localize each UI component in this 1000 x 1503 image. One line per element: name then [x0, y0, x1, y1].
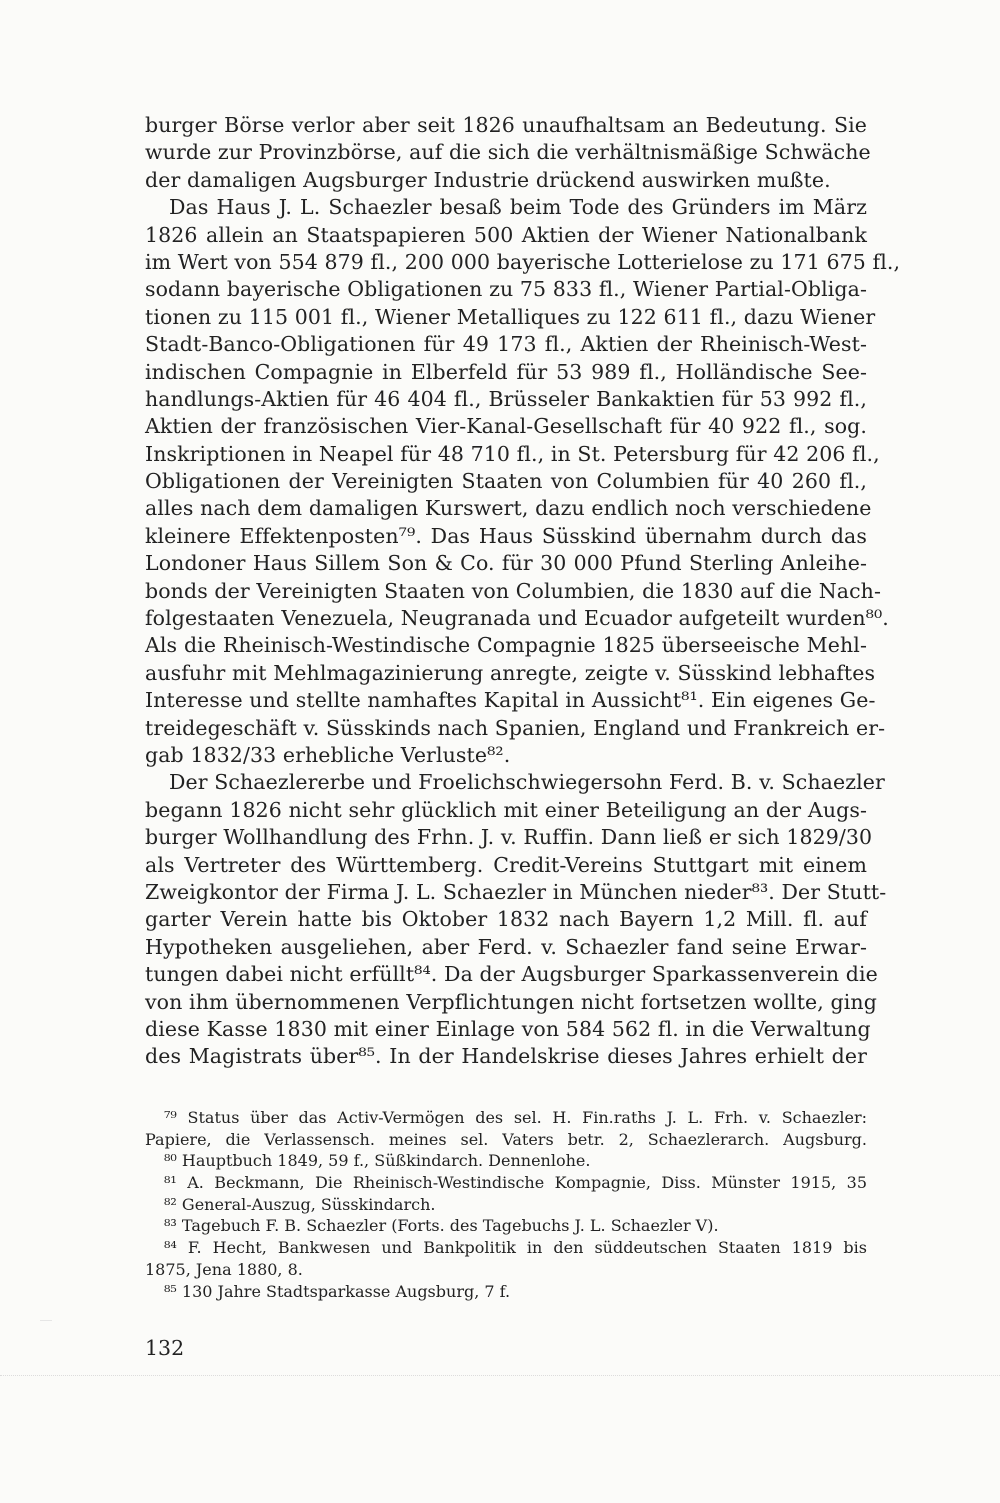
body-line: sodann bayerische Obligationen zu 75 833 fl., Wiener Partial-Obliga- — [145, 277, 867, 302]
body-line: burger Börse verlor aber seit 1826 unaufhaltsam an Bedeutung. Sie — [145, 113, 867, 137]
footnote-81: ⁸¹ A. Beckmann, Die Rheinisch-Westindische Kompagnie, Diss. Münster 1915, 35 — [164, 1173, 867, 1193]
body-line: bonds der Vereinigten Staaten von Columbien, die 1830 auf die Nach- — [145, 578, 881, 603]
body-text — [145, 112, 901, 1071]
body-line: im Wert von 554 879 fl., 200 000 bayerische Lotterielose zu 171 675 fl., — [145, 249, 901, 274]
body-line: ausfuhr mit Mehlmagazinierung anregte, zeigte v. Süsskind lebhaftes — [145, 660, 876, 685]
body-line: Londoner Haus Sillem Son & Co. für 30 000 Pfund Sterling Anleihe- — [145, 551, 867, 576]
footnote-83: ⁸³ Tagebuch F. B. Schaezler (Forts. des Tagebuchs J. L. Schaezler V). — [164, 1216, 719, 1236]
body-line: Stadt-Banco-Obligationen für 49 173 fl., Aktien der Rheinisch-West- — [145, 332, 867, 357]
scan-edge-dots — [0, 1375, 1000, 1377]
footnote-82: ⁸² General-Auszug, Süsskindarch. — [164, 1194, 436, 1214]
body-line: 1826 allein an Staatspapieren 500 Aktien der Wiener Nationalbank — [145, 222, 867, 247]
body-line: indischen Compagnie in Elberfeld für 53 989 fl., Holländische See- — [145, 359, 867, 384]
footnotes — [145, 1107, 867, 1302]
footnote-85: ⁸⁵ 130 Jahre Stadtsparkasse Augsburg, 7 f. — [164, 1281, 511, 1301]
footnote-79-continued: Papiere, die Verlassensch. meines sel. Vaters betr. 2, Schaezlerarch. Augsburg. — [145, 1129, 867, 1149]
footnote-84-continued: 1875, Jena 1880, 8. — [145, 1259, 303, 1279]
body-line: Obligationen der Vereinigten Staaten von Columbien für 40 260 fl., — [145, 469, 867, 494]
body-line: kleinere Effektenposten⁷⁹. Das Haus Süsskind übernahm durch das — [145, 523, 867, 548]
body-line: folgestaaten Venezuela, Neugranada und Ecuador aufgeteilt wurden⁸⁰. — [145, 606, 889, 631]
page-number: 132 — [145, 1336, 185, 1360]
body-line: burger Wollhandlung des Frhn. J. v. Ruffin. Dann ließ er sich 1829/30 — [145, 825, 873, 850]
body-line: diese Kasse 1830 mit einer Einlage von 584 562 fl. in die Verwaltung — [145, 1016, 871, 1041]
body-line: Zweigkontor der Firma J. L. Schaezler in München nieder⁸³. Der Stutt- — [145, 879, 887, 904]
body-line: Interesse und stellte namhaftes Kapital in Aussicht⁸¹. Ein eigenes Ge- — [145, 688, 876, 713]
body-line: treidegeschäft v. Süsskinds nach Spanien, England und Frankreich er- — [145, 715, 886, 740]
body-line: von ihm übernommenen Verpflichtungen nicht fortsetzen wollte, ging — [145, 989, 877, 1014]
body-line: als Vertreter des Württemberg. Credit-Vereins Stuttgart mit einem — [145, 852, 867, 877]
body-line: gab 1832/33 erhebliche Verluste⁸². — [145, 742, 511, 767]
body-line: alles nach dem damaligen Kurswert, dazu endlich noch verschiedene — [145, 496, 872, 521]
body-line: handlungs-Aktien für 46 404 fl., Brüsseler Bankaktien für 53 992 fl., — [145, 386, 867, 411]
body-line: des Magistrats über⁸⁵. In der Handelskrise dieses Jahres erhielt der — [145, 1044, 867, 1069]
body-line: Das Haus J. L. Schaezler besaß beim Tode des Gründers im März — [169, 195, 867, 220]
body-line: begann 1826 nicht sehr glücklich mit einer Beteiligung an der Augs- — [145, 797, 867, 822]
body-line: Als die Rheinisch-Westindische Compagnie 1825 überseeische Mehl- — [145, 633, 867, 658]
footnote-79: ⁷⁹ Status über das Activ-Vermögen des sel. H. Fin.raths J. L. Frh. v. Schaezler: — [164, 1108, 867, 1127]
body-line: tungen dabei nicht erfüllt⁸⁴. Da der Augsburger Sparkassenverein die — [145, 962, 878, 987]
body-line: Hypotheken ausgeliehen, aber Ferd. v. Schaezler fand seine Erwar- — [145, 934, 867, 959]
footnote-80: ⁸⁰ Hauptbuch 1849, 59 f., Süßkindarch. Dennenlohe. — [164, 1151, 591, 1171]
body-line: Inskriptionen in Neapel für 48 710 fl., in St. Petersburg für 42 206 fl., — [145, 441, 880, 466]
body-line: Der Schaezlererbe und Froelichschwiegersohn Ferd. B. v. Schaezler — [169, 770, 885, 795]
footnote-84: ⁸⁴ F. Hecht, Bankwesen und Bankpolitik in den süddeutschen Staaten 1819 bis — [164, 1238, 867, 1258]
body-line: Aktien der französischen Vier-Kanal-Gesellschaft für 40 922 fl., sog. — [145, 414, 867, 439]
body-line: tionen zu 115 001 fl., Wiener Metalliques zu 122 611 fl., dazu Wiener — [145, 304, 876, 329]
body-line: der damaligen Augsburger Industrie drückend auswirken mußte. — [145, 167, 831, 192]
margin-mark — [40, 1320, 52, 1321]
body-line: wurde zur Provinzbörse, auf die sich die verhältnismäßige Schwäche — [145, 140, 871, 165]
body-line: garter Verein hatte bis Oktober 1832 nach Bayern 1,2 Mill. fl. auf — [145, 907, 867, 932]
